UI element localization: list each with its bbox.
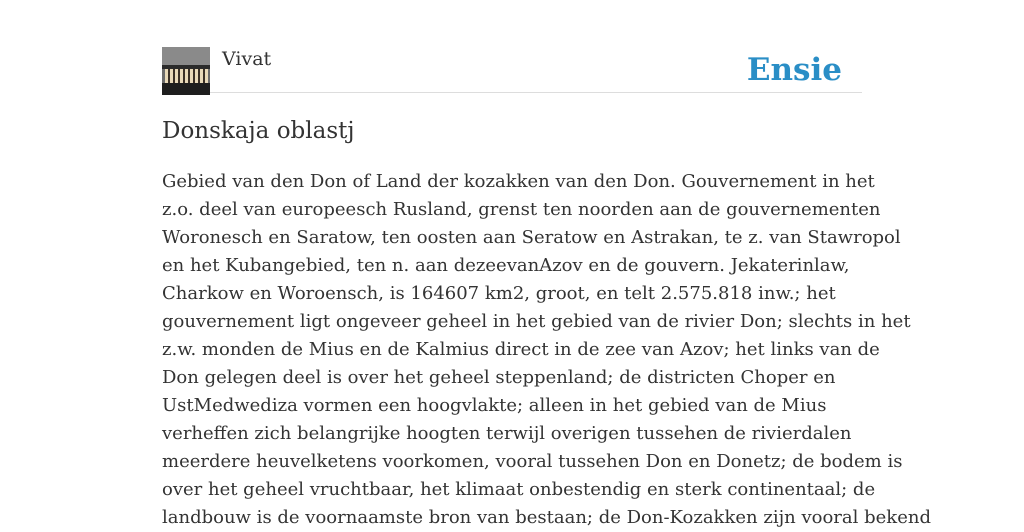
brand-logo[interactable]: Ensie xyxy=(746,52,842,88)
body-line: Don gelegen deel is over het geheel steppenland; de districten Choper en xyxy=(162,367,836,388)
body-line: gouvernement ligt ongeveer geheel in het gebied van de rivier Don; slechts in het xyxy=(162,311,911,332)
body-line: Gebied van den Don of Land der kozakken van den Don. Gouvernement in het xyxy=(162,171,875,192)
body-line: Charkow en Woroensch, is 164607 km2, groot, en telt 2.575.818 inw.; het xyxy=(162,283,836,304)
author-name[interactable]: Vivat xyxy=(222,48,272,70)
body-line: over het geheel vruchtbaar, het klimaat onbestendig en sterk continentaal; de xyxy=(162,479,876,500)
article-body xyxy=(162,168,931,532)
page-title: Donskaja oblastj xyxy=(162,118,355,144)
body-line: en het Kubangebied, ten n. aan dezeevanAzov en de gouvern. Jekaterinlaw, xyxy=(162,255,850,276)
body-line: landbouw is de voornaamste bron van bestaan; de Don-Kozakken zijn vooral bekend xyxy=(162,507,931,528)
author-avatar[interactable] xyxy=(162,47,210,95)
body-line: verheffen zich belangrijke hoogten terwijl overigen tussehen de rivierdalen xyxy=(162,423,852,444)
body-line: z.o. deel van europeesch Rusland, grenst ten noorden aan de gouvernementen xyxy=(162,199,881,220)
header xyxy=(162,46,862,93)
bookshelf-icon xyxy=(162,47,210,95)
body-line: Woronesch en Saratow, ten oosten aan Seratow en Astrakan, te z. van Stawropol xyxy=(162,227,901,248)
body-line: meerdere heuvelketens voorkomen, vooral tussehen Don en Donetz; de bodem is xyxy=(162,451,903,472)
body-line: UstMedwediza vormen een hoogvlakte; alleen in het gebied van de Mius xyxy=(162,395,827,416)
body-line: z.w. monden de Mius en de Kalmius direct in de zee van Azov; het links van de xyxy=(162,339,880,360)
